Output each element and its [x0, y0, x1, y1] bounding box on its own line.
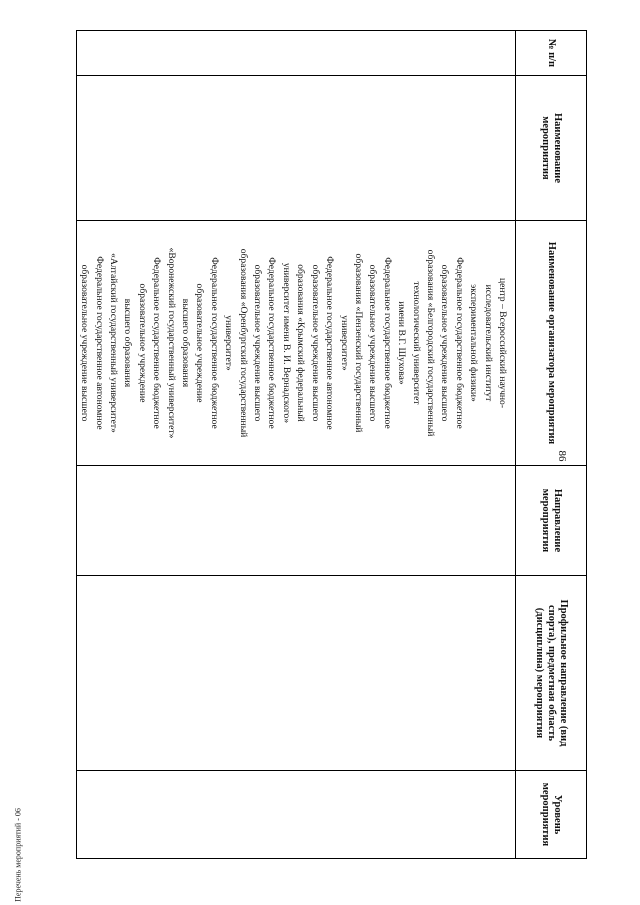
- organizer-line: Федеральное государственное бюджетное: [208, 257, 220, 429]
- organizer-line: высшего образования: [122, 298, 134, 388]
- organizer-line: Федеральное государственное бюджетное: [381, 257, 393, 429]
- table-header-row: [516, 31, 587, 859]
- organizer-line: Федеральное государственное бюджетное: [266, 257, 278, 429]
- organizer-line: образовательное учреждение высшего: [309, 264, 321, 422]
- header-num: № п/п: [516, 31, 587, 76]
- organizer-line: образования «Оренбургский государственный: [237, 248, 249, 438]
- organizer-line: центр – Всероссийский научно-: [497, 277, 508, 409]
- organizer-line: Федеральное государственное автономное: [93, 256, 105, 430]
- cell-event-name: [76, 76, 515, 221]
- organizer-line: образовательное учреждение: [194, 283, 206, 403]
- organizer-line: Федеральное государственное бюджетное: [151, 257, 163, 429]
- organizer-line: образовательное учреждение высшего: [252, 264, 264, 422]
- cell-direction: [76, 466, 515, 576]
- rotated-table-sheet: [79, 30, 587, 858]
- organizer-line: образования «Крымский федеральный: [295, 264, 307, 422]
- organizer-line: «Алтайский государственный университет»: [108, 253, 120, 433]
- cell-level: [76, 771, 515, 859]
- organizer-line: высшего образования: [180, 298, 192, 388]
- header-event-name: Наименование мероприятия: [516, 76, 587, 221]
- organizer-line: образовательное учреждение: [136, 283, 148, 403]
- organizer-line: Федеральное государственное бюджетное: [453, 257, 465, 429]
- organizer-line: университет имени В. И. Вернадского»: [280, 262, 292, 424]
- header-organizer: Наименование организатора мероприятия: [516, 221, 587, 466]
- organizer-line: университет»: [338, 315, 350, 371]
- page-number: 86: [556, 450, 568, 462]
- table-row: [76, 31, 515, 859]
- cell-organizer: [76, 221, 515, 466]
- cell-profile: [76, 576, 515, 771]
- organizer-line: Федеральное государственное автономное: [324, 256, 336, 430]
- organizer-line: технологический университет: [410, 281, 422, 405]
- organizer-line: экспериментальной физики»: [468, 284, 480, 402]
- organizer-line: «Воронежский государственный университет»: [165, 247, 177, 439]
- header-profile: Профильное направление (вид спорта), предметная область (дисциплина) мероприятия: [516, 576, 587, 771]
- organizer-line: образования «Пензенский государственный: [352, 253, 364, 433]
- events-table: [76, 30, 587, 859]
- organizer-line: образования «Белгородский государственный: [424, 249, 436, 437]
- organizer-line: образовательное учреждение высшего: [79, 264, 91, 422]
- organizer-line: образовательное учреждение высшего: [439, 264, 451, 422]
- cell-num: [76, 31, 515, 76]
- header-direction: Направление мероприятия: [516, 466, 587, 576]
- organizer-line: образовательное учреждение высшего: [367, 264, 379, 422]
- organizer-line: университет»: [223, 315, 235, 371]
- header-level: Уровень мероприятия: [516, 771, 587, 859]
- page-footer: Перечень мероприятий - 06: [13, 808, 23, 902]
- organizer-line: имени В.Г. Шухова»: [396, 301, 408, 385]
- organizer-line: исследовательский институт: [482, 284, 494, 402]
